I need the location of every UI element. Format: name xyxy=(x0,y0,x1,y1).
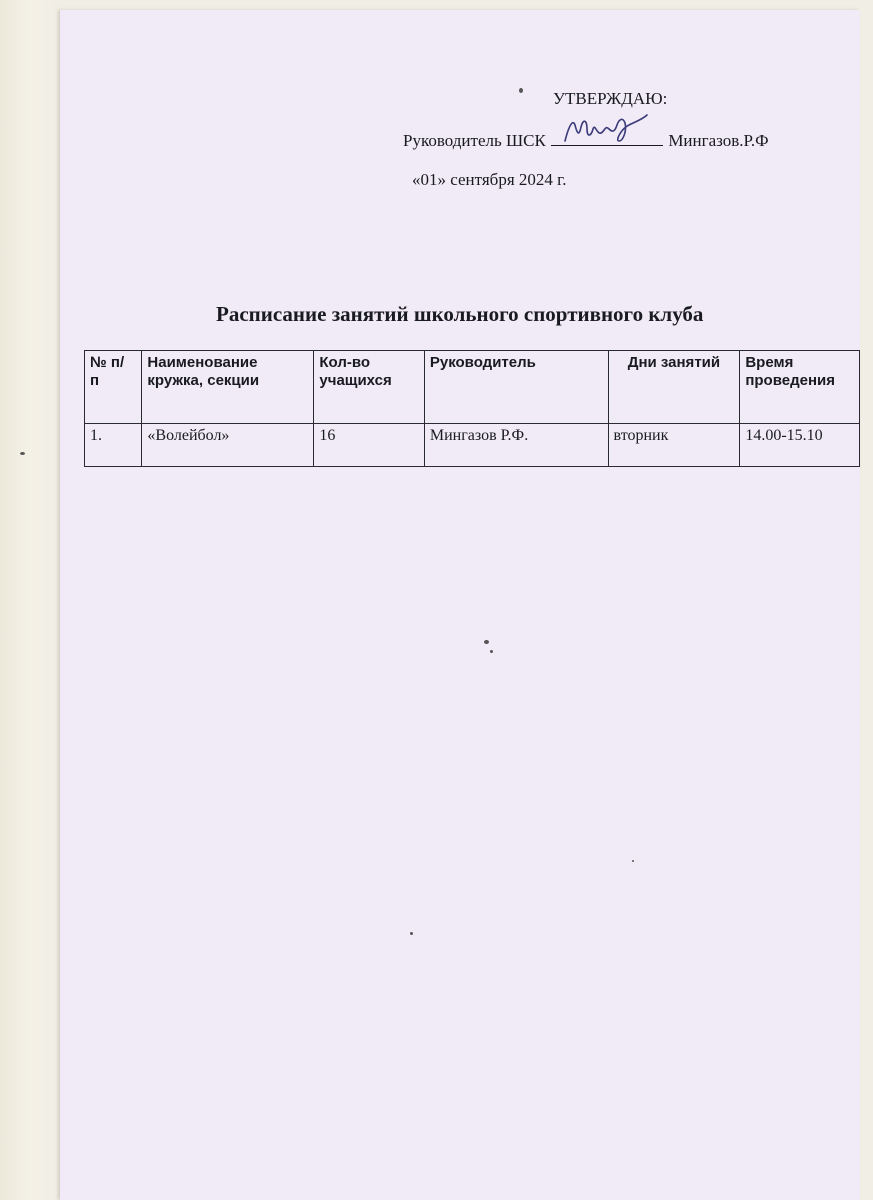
document-title: Расписание занятий школьного спортивного клуба xyxy=(216,302,704,326)
signature-field xyxy=(551,127,663,146)
header-days: Дни занятий xyxy=(608,351,740,424)
handwritten-signature xyxy=(559,111,659,151)
approval-role: Руководитель ШСК xyxy=(403,131,546,150)
table-header-row xyxy=(85,351,860,424)
cell-count: 16 xyxy=(314,424,424,467)
approval-signature-line xyxy=(403,127,769,151)
cell-days: вторник xyxy=(608,424,740,467)
scan-speck xyxy=(632,860,634,862)
document-sheet xyxy=(60,10,860,1200)
approval-name: Мингазов.Р.Ф xyxy=(668,131,769,150)
scan-speck xyxy=(20,452,25,455)
header-name: Наименование кружка, секции xyxy=(142,351,314,424)
approval-heading: УТВЕРЖДАЮ: xyxy=(553,89,668,108)
header-leader: Руководитель xyxy=(424,351,608,424)
approval-date: «01» сентября 2024 г. xyxy=(412,170,567,189)
schedule-table xyxy=(84,350,860,467)
cell-time: 14.00-15.10 xyxy=(740,424,860,467)
cell-name: «Волейбол» xyxy=(142,424,314,467)
cell-leader: Мингазов Р.Ф. xyxy=(424,424,608,467)
scan-speck xyxy=(490,650,493,653)
header-count: Кол-во учащихся xyxy=(314,351,424,424)
cell-num: 1. xyxy=(85,424,142,467)
scan-speck xyxy=(484,640,489,644)
table-row xyxy=(85,424,860,467)
scan-speck xyxy=(410,932,413,935)
scan-speck xyxy=(519,88,523,93)
header-num: № п/ п xyxy=(85,351,142,424)
header-time: Время проведения xyxy=(740,351,860,424)
